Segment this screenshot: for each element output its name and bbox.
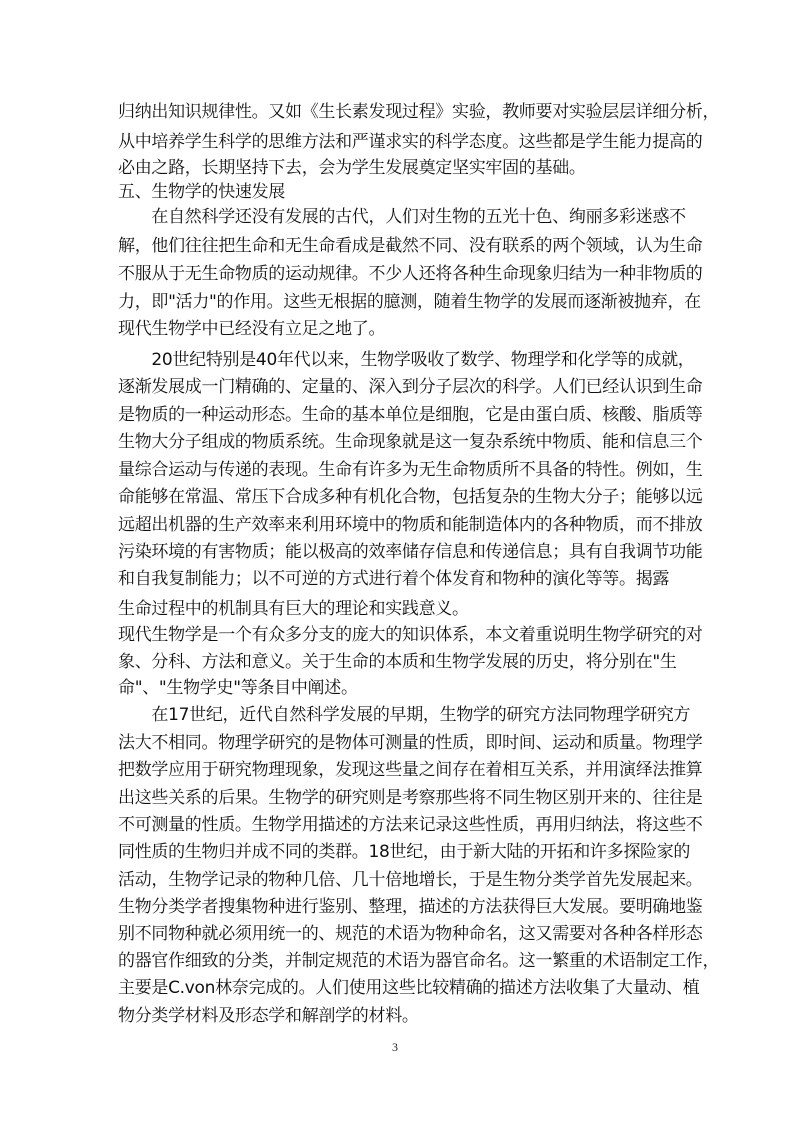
section-heading: 五、生物学的快速发展 bbox=[118, 182, 285, 202]
text-line: 象、分科、方法和意义。关于生命的本质和生物学发展的历史，将分别在"生 bbox=[118, 652, 677, 672]
text-line: 生命过程中的机制具有巨大的理论和实践意义。 bbox=[118, 599, 469, 619]
text-line: 归纳出知识规律性。又如《生长素发现过程》实验，教师要对实验层层详细分析， bbox=[118, 102, 720, 122]
text-line: 污染环境的有害物质；能以极高的效率储存信息和传递信息；具有自我调节功能 bbox=[118, 542, 703, 562]
text-line: 20世纪特别是40年代以来，生物学吸收了数学、物理学和化学等的成就， bbox=[118, 350, 695, 370]
text-line: 不可测量的性质。生物学用描述的方法来记录这些性质，再用归纳法，将这些不 bbox=[118, 815, 703, 835]
text-line: 命"、"生物学史"等条目中阐述。 bbox=[118, 678, 358, 698]
text-line: 出这些关系的后果。生物学的研究则是考察那些将不同生物区别开来的、往往是 bbox=[118, 788, 703, 808]
text-line: 和自我复制能力；以不可逆的方式进行着个体发育和物种的演化等等。揭露 bbox=[118, 569, 670, 589]
text-line: 解，他们往往把生命和无生命看成是截然不同、没有联系的两个领域，认为生命 bbox=[118, 236, 703, 256]
text-line: 不服从于无生命物质的运动规律。不少人还将各种生命现象归结为一种非物质的 bbox=[118, 264, 703, 284]
text-line: 别不同物种就必须用统一的、规范的术语为物种命名，这又需要对各种各样形态 bbox=[118, 924, 703, 944]
text-line: 活动，生物学记录的物种几倍、几十倍地增长，于是生物分类学首先发展起来。 bbox=[118, 870, 703, 890]
text-line: 力，即"活力"的作用。这些无根据的臆测，随着生物学的发展而逐渐被抛弃，在 bbox=[118, 292, 701, 312]
text-line: 生物大分子组成的物质系统。生命现象就是这一复杂系统中物质、能和信息三个 bbox=[118, 432, 703, 452]
text-line: 主要是C.von林奈完成的。人们使用这些比较精确的描述方法收集了大量动、植 bbox=[118, 978, 700, 998]
text-line: 必由之路，长期坚持下去，会为学生发展奠定坚实牢固的基础。 bbox=[118, 158, 586, 178]
text-line: 在17世纪，近代自然科学发展的早期，生物学的研究方法同物理学研究方 bbox=[118, 705, 691, 725]
text-line: 物分类学材料及形态学和解剖学的材料。 bbox=[118, 1006, 419, 1026]
text-line: 现代生物学中已经没有立足之地了。 bbox=[118, 319, 386, 339]
text-line: 命能够在常温、常压下合成多种有机化合物，包括复杂的生物大分子；能够以远 bbox=[118, 487, 703, 507]
text-line: 是物质的一种运动形态。生命的基本单位是细胞，它是由蛋白质、核酸、脂质等 bbox=[118, 405, 703, 425]
text-line: 量综合运动与传递的表现。生命有许多为无生命物质所不具备的特性。例如，生 bbox=[118, 460, 703, 480]
text-line: 在自然科学还没有发展的古代，人们对生物的五光十色、绚丽多彩迷惑不 bbox=[118, 207, 686, 227]
text-line: 远超出机器的生产效率来利用环境中的物质和能制造体内的各种物质，而不排放 bbox=[118, 515, 703, 535]
text-line: 把数学应用于研究物理现象，发现这些量之间存在着相互关系，并用演绎法推算 bbox=[118, 760, 703, 780]
text-line: 逐渐发展成一门精确的、定量的、深入到分子层次的科学。人们已经认识到生命 bbox=[118, 377, 703, 397]
text-line: 现代生物学是一个有众多分支的庞大的知识体系，本文着重说明生物学研究的对 bbox=[118, 625, 703, 645]
text-line: 法大不相同。物理学研究的是物体可测量的性质，即时间、运动和质量。物理学 bbox=[118, 733, 703, 753]
page-number: 3 bbox=[392, 1040, 398, 1054]
text-line: 同性质的生物归并成不同的类群。18世纪，由于新大陆的开拓和许多探险家的 bbox=[118, 842, 691, 862]
text-line: 从中培养学生科学的思维方法和严谨求实的科学态度。这些都是学生能力提高的 bbox=[118, 132, 703, 152]
text-line: 的器官作细致的分类，并制定规范的术语为器官命名。这一繁重的术语制定工作， bbox=[118, 951, 720, 971]
text-line: 生物分类学者搜集物种进行鉴别、整理，描述的方法获得巨大发展。要明确地鉴 bbox=[118, 897, 703, 917]
